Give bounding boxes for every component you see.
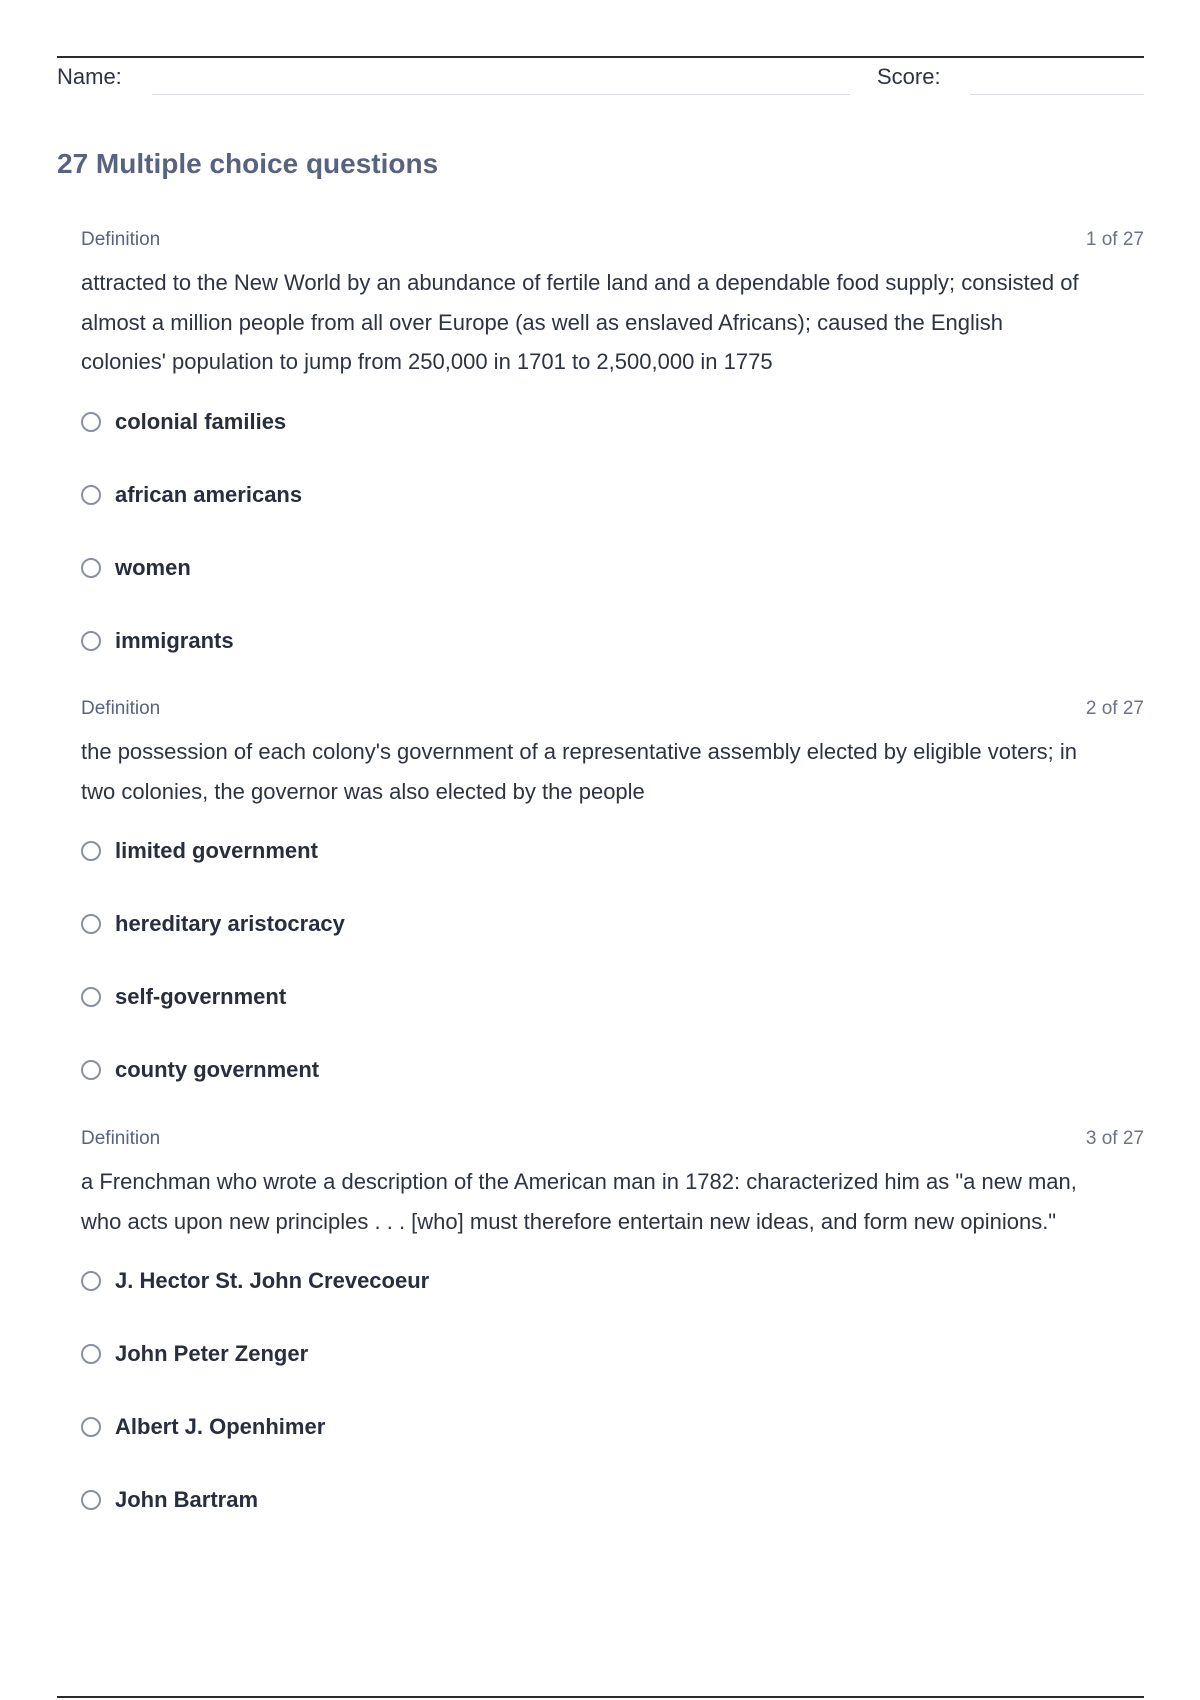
top-rule [57, 56, 1144, 58]
radio-button-icon[interactable] [81, 631, 101, 651]
answer-option-label: self-government [115, 984, 287, 1009]
radio-button-icon[interactable] [81, 558, 101, 578]
radio-button-icon[interactable] [81, 1344, 101, 1364]
answer-option-label: limited government [115, 838, 318, 863]
worksheet-header [57, 62, 1144, 98]
answer-option-label: immigrants [115, 627, 234, 653]
radio-button-icon[interactable] [81, 1490, 101, 1510]
answer-options [81, 404, 1144, 696]
answer-option[interactable] [81, 1052, 1144, 1125]
answer-option[interactable] [81, 979, 1144, 1052]
question-header [81, 1128, 1144, 1154]
answer-option[interactable] [81, 1336, 1144, 1409]
question-2 [81, 698, 1144, 1125]
answer-option-label: county government [115, 1057, 320, 1082]
question-type: Definition [81, 698, 161, 719]
radio-button-icon[interactable] [81, 914, 101, 934]
section-title: 27 Multiple choice questions [57, 148, 439, 179]
answer-option[interactable] [81, 477, 1144, 550]
bottom-rule [57, 1696, 1144, 1698]
answer-option[interactable] [81, 404, 1144, 477]
question-text: attracted to the New World by an abundance of fertile land and a dependable food supply; consisted of almost a million people from all over Europe (as well as enslaved Africans); caused the English colonies' population to jump from 250,000 in 1701 to 2,500,000 in 1775 [81, 270, 1079, 374]
answer-options [81, 833, 1144, 1125]
answer-option-label: Albert J. Openhimer [115, 1414, 326, 1439]
answer-option-label: hereditary aristocracy [115, 911, 345, 936]
answer-option[interactable] [81, 906, 1144, 979]
answer-option[interactable] [81, 833, 1144, 906]
answer-option[interactable] [81, 623, 1144, 696]
question-counter: 2 of 27 [1085, 698, 1144, 719]
answer-option-label: J. Hector St. John Crevecoeur [115, 1268, 430, 1293]
question-text: a Frenchman who wrote a description of the American man in 1782: characterized him as "a new man, who acts upon new principles . . . [who] must therefore entertain new ideas, and form new opinions." [81, 1169, 1077, 1234]
name-input-line[interactable] [152, 94, 850, 95]
answer-options [81, 1263, 1144, 1555]
radio-button-icon[interactable] [81, 987, 101, 1007]
answer-option-label: colonial families [115, 408, 287, 434]
answer-option-label: african americans [115, 481, 303, 507]
answer-option-label: John Peter Zenger [115, 1341, 309, 1366]
question-type: Definition [81, 1128, 161, 1149]
name-label: Name: [57, 64, 122, 89]
answer-option[interactable] [81, 1482, 1144, 1555]
radio-button-icon[interactable] [81, 1060, 101, 1080]
answer-option[interactable] [81, 1263, 1144, 1336]
question-type: Definition [81, 229, 161, 250]
answer-option[interactable] [81, 550, 1144, 623]
question-text: the possession of each colony's government of a representative assembly elected by eligible voters; in two colonies, the governor was also elected by the people [81, 739, 1077, 804]
score-label: Score: [877, 64, 941, 89]
question-header [81, 229, 1144, 255]
answer-option-label: women [115, 554, 191, 580]
radio-button-icon[interactable] [81, 485, 101, 505]
answer-option[interactable] [81, 1409, 1144, 1482]
score-input-line[interactable] [970, 94, 1144, 95]
question-counter: 1 of 27 [1085, 229, 1144, 250]
radio-button-icon[interactable] [81, 1417, 101, 1437]
question-3 [81, 1128, 1144, 1555]
answer-option-label: John Bartram [115, 1487, 259, 1512]
radio-button-icon[interactable] [81, 841, 101, 861]
question-header [81, 698, 1144, 724]
radio-button-icon[interactable] [81, 1271, 101, 1291]
question-counter: 3 of 27 [1085, 1128, 1144, 1149]
radio-button-icon[interactable] [81, 412, 101, 432]
question-1 [81, 229, 1144, 696]
